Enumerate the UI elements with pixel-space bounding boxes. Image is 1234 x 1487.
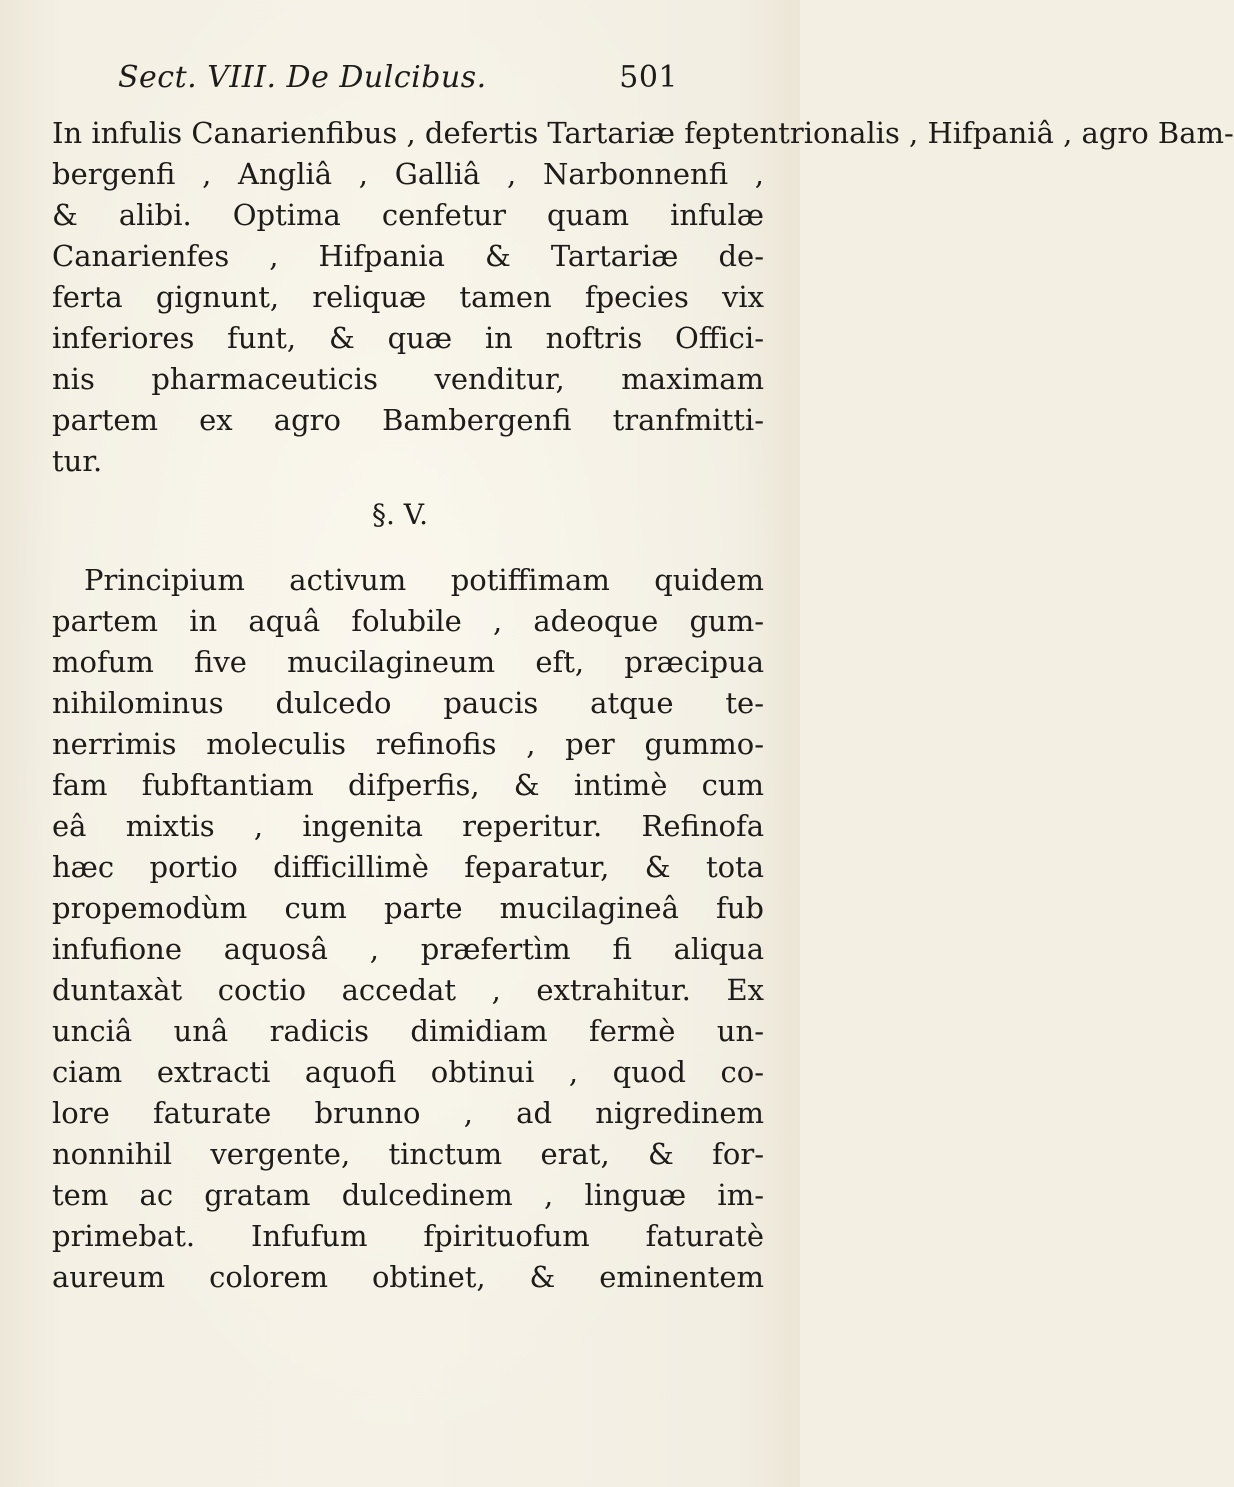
text-line: nerrimis moleculis refinofis , per gummo- <box>52 727 764 761</box>
page-header <box>118 60 678 100</box>
text-line: Principium activum potiffimam quidem <box>84 563 764 597</box>
text-line: bergenfi , Angliâ , Galliâ , Narbonnenfi , <box>52 157 764 191</box>
text-line: partem ex agro Bambergenfi tranfmitti- <box>52 403 764 437</box>
paragraph-1 <box>52 113 1234 482</box>
text-line: nihilominus dulcedo paucis atque te- <box>52 686 764 720</box>
text-line: fam fubftantiam difperfis, & intimè cum <box>52 768 764 802</box>
text-line: In infulis Canarienfibus , defertis Tartariæ feptentrionalis , Hifpaniâ , agro Bam- <box>52 116 1234 150</box>
text-line: ferta gignunt, reliquæ tamen fpecies vix <box>52 280 764 314</box>
section-heading: §. V. <box>371 498 429 531</box>
text-line: nonnihil vergente, tinctum erat, & for- <box>52 1137 764 1171</box>
text-line: aureum colorem obtinet, & eminentem <box>52 1260 764 1294</box>
text-line: propemodùm cum parte mucilagineâ fub <box>52 891 764 925</box>
text-line: duntaxàt coctio accedat , extrahitur. Ex <box>52 973 764 1007</box>
page-number: 501 <box>619 60 678 95</box>
text-line: primebat. Infufum fpirituofum faturatè <box>52 1219 764 1253</box>
text-line: ciam extracti aquofi obtinui , quod co- <box>52 1055 764 1089</box>
text-line: eâ mixtis , ingenita reperitur. Refinofa <box>52 809 764 843</box>
text-line: unciâ unâ radicis dimidiam fermè un- <box>52 1014 764 1048</box>
text-line: partem in aquâ folubile , adeoque gum- <box>52 604 764 638</box>
running-title: Sect. VIII. De Dulcibus. <box>118 60 487 95</box>
text-line: tur. <box>52 444 103 478</box>
text-line: lore faturate brunno , ad nigredinem <box>52 1096 764 1130</box>
text-line: infufione aquosâ , præfertìm fi aliqua <box>52 932 764 966</box>
text-line: nis pharmaceuticis venditur, maximam <box>52 362 764 396</box>
text-line: inferiores funt, & quæ in noftris Offici- <box>52 321 764 355</box>
text-line: hæc portio difficillimè feparatur, & tota <box>52 850 764 884</box>
text-line: Canarienfes , Hifpania & Tartariæ de- <box>52 239 764 273</box>
text-line: tem ac gratam dulcedinem , linguæ im- <box>52 1178 764 1212</box>
text-line: mofum five mucilagineum eft, præcipua <box>52 645 764 679</box>
paragraph-2 <box>52 560 764 1298</box>
text-line: & alibi. Optima cenfetur quam infulæ <box>52 198 764 232</box>
